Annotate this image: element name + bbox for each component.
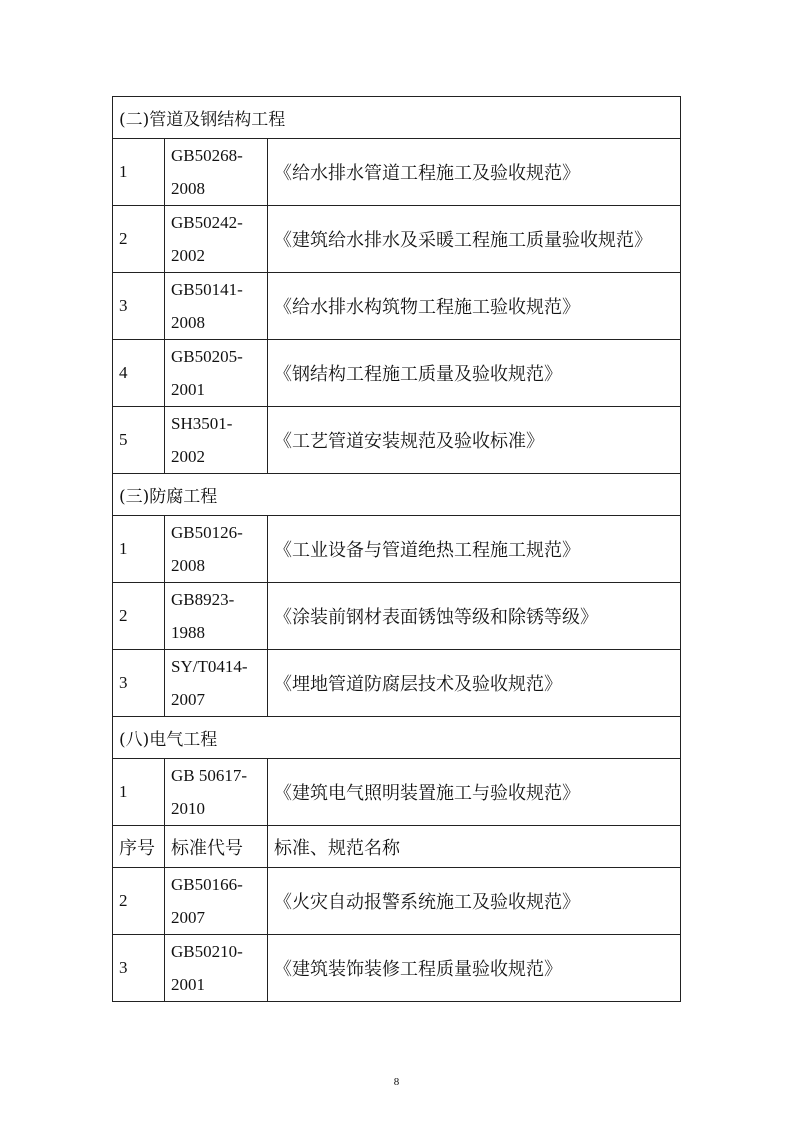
section-title: (三)防腐工程 <box>113 474 681 516</box>
code-line-1: GB50205- <box>171 347 243 366</box>
standard-name: 《埋地管道防腐层技术及验收规范》 <box>268 650 681 717</box>
standard-name: 《钢结构工程施工质量及验收规范》 <box>268 340 681 407</box>
standard-name: 《火灾自动报警系统施工及验收规范》 <box>268 868 681 935</box>
standard-code <box>165 759 268 826</box>
standard-name: 《建筑装饰装修工程质量验收规范》 <box>268 935 681 1002</box>
code-line-1: GB50141- <box>171 280 243 299</box>
section-row <box>113 474 681 516</box>
header-number: 序号 <box>113 826 165 868</box>
row-number: 1 <box>113 759 165 826</box>
table-row <box>113 583 681 650</box>
row-number: 5 <box>113 407 165 474</box>
code-line-2: 2007 <box>171 690 205 709</box>
table-row <box>113 516 681 583</box>
row-number: 3 <box>113 650 165 717</box>
table-row <box>113 139 681 206</box>
table-row <box>113 340 681 407</box>
code-line-1: SY/T0414- <box>171 657 248 676</box>
code-line-2: 2008 <box>171 313 205 332</box>
header-name: 标准、规范名称 <box>268 826 681 868</box>
row-number: 2 <box>113 206 165 273</box>
code-line-2: 2002 <box>171 246 205 265</box>
code-line-2: 1988 <box>171 623 205 642</box>
code-line-1: GB50242- <box>171 213 243 232</box>
page-number: 8 <box>393 1076 400 1088</box>
standard-name: 《工业设备与管道绝热工程施工规范》 <box>268 516 681 583</box>
section-row <box>113 717 681 759</box>
row-number: 1 <box>113 516 165 583</box>
code-line-1: GB 50617- <box>171 766 248 785</box>
row-number: 1 <box>113 139 165 206</box>
header-row <box>113 826 681 868</box>
standard-code <box>165 868 268 935</box>
row-number: 3 <box>113 935 165 1002</box>
code-line-2: 2002 <box>171 447 205 466</box>
code-line-1: GB50126- <box>171 523 243 542</box>
row-number: 3 <box>113 273 165 340</box>
standard-code <box>165 139 268 206</box>
section-title: (二)管道及钢结构工程 <box>113 97 681 139</box>
standard-code <box>165 650 268 717</box>
standards-table <box>112 96 681 1002</box>
standard-code <box>165 273 268 340</box>
code-line-1: GB50268- <box>171 146 243 165</box>
code-line-1: GB50166- <box>171 875 243 894</box>
standard-code <box>165 583 268 650</box>
code-line-1: GB50210- <box>171 942 243 961</box>
table-row <box>113 206 681 273</box>
row-number: 2 <box>113 583 165 650</box>
standard-name: 《给水排水构筑物工程施工验收规范》 <box>268 273 681 340</box>
standard-code <box>165 935 268 1002</box>
code-line-2: 2001 <box>171 380 205 399</box>
table-row <box>113 868 681 935</box>
standard-code <box>165 340 268 407</box>
table-row <box>113 935 681 1002</box>
header-code: 标准代号 <box>165 826 268 868</box>
standard-name: 《给水排水管道工程施工及验收规范》 <box>268 139 681 206</box>
row-number: 2 <box>113 868 165 935</box>
code-line-2: 2007 <box>171 908 205 927</box>
code-line-1: GB8923- <box>171 590 235 609</box>
section-title: (八)电气工程 <box>113 717 681 759</box>
code-line-2: 2008 <box>171 179 205 198</box>
code-line-2: 2010 <box>171 799 205 818</box>
standard-code <box>165 206 268 273</box>
standard-name: 《建筑电气照明装置施工与验收规范》 <box>268 759 681 826</box>
standard-code <box>165 516 268 583</box>
table-row <box>113 650 681 717</box>
standard-code <box>165 407 268 474</box>
table-row <box>113 407 681 474</box>
table-row <box>113 759 681 826</box>
standard-name: 《涂装前钢材表面锈蚀等级和除锈等级》 <box>268 583 681 650</box>
table-row <box>113 273 681 340</box>
code-line-1: SH3501- <box>171 414 233 433</box>
row-number: 4 <box>113 340 165 407</box>
code-line-2: 2008 <box>171 556 205 575</box>
code-line-2: 2001 <box>171 975 205 994</box>
section-row <box>113 97 681 139</box>
standard-name: 《建筑给水排水及采暖工程施工质量验收规范》 <box>268 206 681 273</box>
standard-name: 《工艺管道安装规范及验收标准》 <box>268 407 681 474</box>
